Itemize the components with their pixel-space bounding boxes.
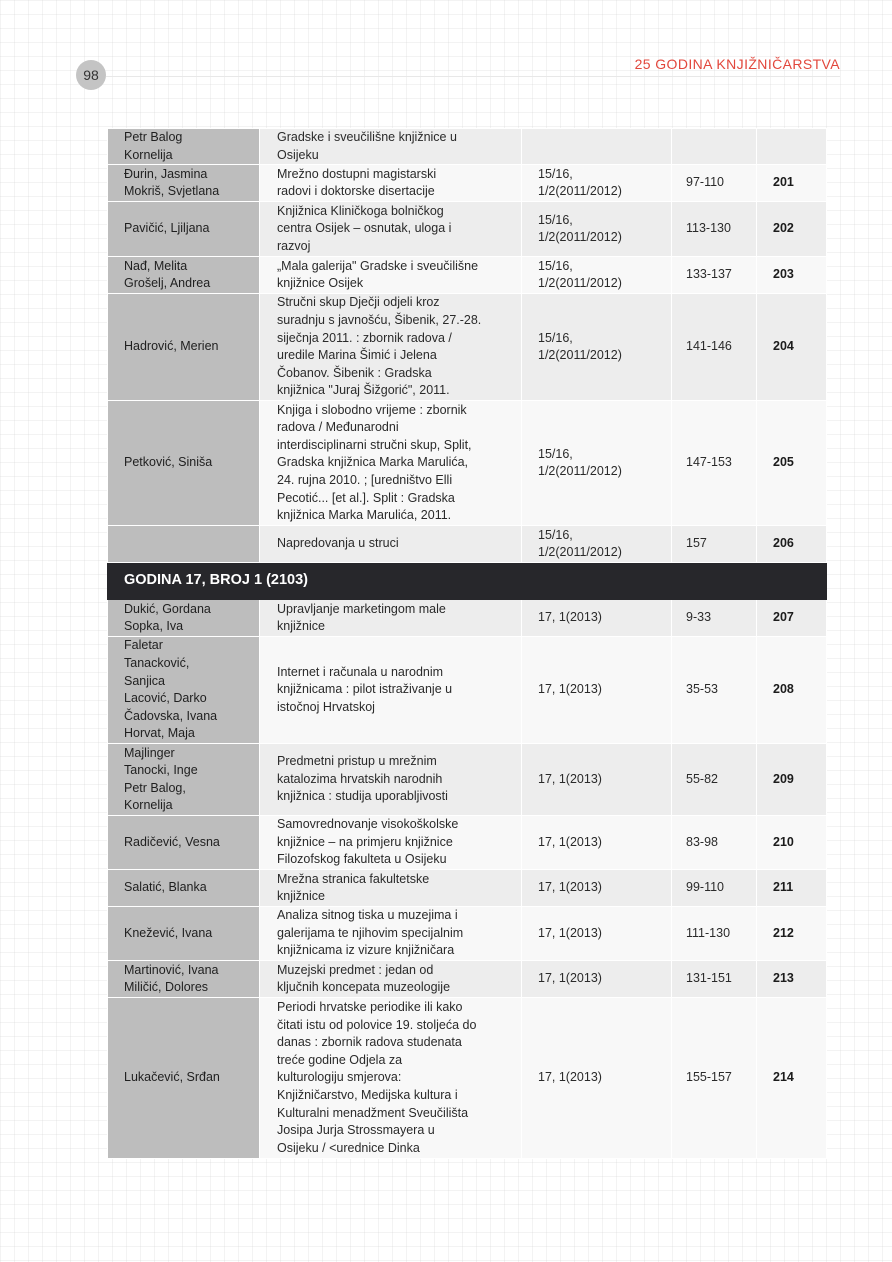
pages-cell: 83-98 [672,816,757,870]
author-cell: Hadrović, Merien [108,294,260,401]
table-row [108,816,827,870]
title-cell: Knjiga i slobodno vrijeme : zbornik radova / Međunarodni interdisciplinarni stručni skup, Split, Gradska knjižnica Marka Marulića, 24. rujna 2010. ; [uredništvo Elli Pecotić... [et al.]. Split : Gradska knjižnica Marka Marulića, 2011. [260,401,522,526]
pages-cell [672,129,757,165]
volume-cell: 17, 1(2013) [522,907,672,961]
table-row [108,294,827,401]
entry-number-cell: 213 [757,961,827,998]
title-cell: Internet i računala u narodnim knjižnicama : pilot istraživanje u istočnoj Hrvatskoj [260,637,522,744]
author-cell: Petković, Siniša [108,401,260,526]
title-cell: Stručni skup Dječji odjeli kroz suradnju s javnošću, Šibenik, 27.-28. siječnja 2011. : zbornik radova / uredile Marina Šimić i Jelena Čobanov. Šibenik : Gradska knjižnica "Juraj Šižgorić", 2011. [260,294,522,401]
volume-cell: 15/16, 1/2(2011/2012) [522,401,672,526]
volume-cell: 17, 1(2013) [522,870,672,907]
title-cell: Samovrednovanje visokoškolske knjižnice – na primjeru knjižnice Filozofskog fakulteta u Osijeku [260,816,522,870]
pages-cell: 35-53 [672,637,757,744]
pages-cell: 147-153 [672,401,757,526]
pages-cell: 131-151 [672,961,757,998]
section-heading-row [108,563,827,600]
author-cell: Pavičić, Ljiljana [108,202,260,257]
title-cell: Predmetni pristup u mrežnim katalozima hrvatskih narodnih knjižnica : studija uporabljivosti [260,744,522,816]
table-row [108,744,827,816]
title-cell: Knjižnica Kliničkoga bolničkog centra Osijek – osnutak, uloga i razvoj [260,202,522,257]
volume-cell: 15/16, 1/2(2011/2012) [522,202,672,257]
table-row [108,998,827,1159]
entry-number-cell: 205 [757,401,827,526]
pages-cell: 141-146 [672,294,757,401]
table-row [108,401,827,526]
volume-cell: 15/16, 1/2(2011/2012) [522,294,672,401]
table-row [108,202,827,257]
volume-cell: 15/16, 1/2(2011/2012) [522,165,672,202]
title-cell: Periodi hrvatske periodike ili kako čitati istu od polovice 19. stoljeća do danas : zbornik radova studenata treće godine Odjela za kulturologiju smjerova: Knjižničarstvo, Medijska kultura i Kulturalni menadžment Sveučilišta Josipa Jurja Strossmayera u Osijeku / <urednice Dinka [260,998,522,1159]
author-cell: Dukić, Gordana Sopka, Iva [108,600,260,637]
author-cell: Đurin, Jasmina Mokriš, Svjetlana [108,165,260,202]
table-row [108,129,827,165]
volume-cell: 17, 1(2013) [522,816,672,870]
entry-number-cell: 202 [757,202,827,257]
title-cell: Mrežna stranica fakultetske knjižnice [260,870,522,907]
entry-number-cell: 210 [757,816,827,870]
bibliography-table [107,128,827,1159]
volume-cell: 17, 1(2013) [522,961,672,998]
table-row [108,870,827,907]
title-cell: Mrežno dostupni magistarski radovi i doktorske disertacije [260,165,522,202]
author-cell: Salatić, Blanka [108,870,260,907]
entry-number-cell: 209 [757,744,827,816]
pages-cell: 155-157 [672,998,757,1159]
entry-number-cell: 207 [757,600,827,637]
volume-cell: 15/16, 1/2(2011/2012) [522,257,672,294]
entry-number-cell [757,129,827,165]
entry-number-cell: 201 [757,165,827,202]
volume-cell: 17, 1(2013) [522,998,672,1159]
table-row [108,257,827,294]
pages-cell: 157 [672,526,757,563]
title-cell: Gradske i sveučilišne knjižnice u Osijeku [260,129,522,165]
title-cell: Analiza sitnog tiska u muzejima i galerijama te njihovim specijalnim knjižnicama iz vizure knjižničara [260,907,522,961]
pages-cell: 113-130 [672,202,757,257]
entry-number-cell: 211 [757,870,827,907]
pages-cell: 133-137 [672,257,757,294]
author-cell: Radičević, Vesna [108,816,260,870]
entry-number-cell: 214 [757,998,827,1159]
table-row [108,961,827,998]
pages-cell: 99-110 [672,870,757,907]
entry-number-cell: 204 [757,294,827,401]
volume-cell [522,129,672,165]
table-row [108,637,827,744]
pages-cell: 9-33 [672,600,757,637]
table-body-volume-15-16 [108,129,827,563]
author-cell: Knežević, Ivana [108,907,260,961]
pages-cell: 97-110 [672,165,757,202]
title-cell: Upravljanje marketingom male knjižnice [260,600,522,637]
author-cell: Nađ, Melita Grošelj, Andrea [108,257,260,294]
volume-cell: 17, 1(2013) [522,637,672,744]
volume-cell: 17, 1(2013) [522,600,672,637]
author-cell: Majlinger Tanocki, Inge Petr Balog, Kornelija [108,744,260,816]
running-header-title: 25 GODINA KNJIŽNIČARSTVA [634,56,840,72]
table-row [108,907,827,961]
table-section [108,563,827,600]
title-cell: Muzejski predmet : jedan od ključnih koncepata muzeologije [260,961,522,998]
title-cell: „Mala galerija" Gradske i sveučilišne knjižnice Osijek [260,257,522,294]
table-body-volume-17 [108,600,827,1159]
author-cell: Petr Balog Kornelija [108,129,260,165]
table-row [108,526,827,563]
header-divider [106,76,840,77]
entry-number-cell: 208 [757,637,827,744]
volume-cell: 15/16, 1/2(2011/2012) [522,526,672,563]
pages-cell: 55-82 [672,744,757,816]
table-row [108,165,827,202]
page-number: 98 [76,60,106,90]
pages-cell: 111-130 [672,907,757,961]
author-cell [108,526,260,563]
author-cell: Martinović, Ivana Miličić, Dolores [108,961,260,998]
entry-number-cell: 203 [757,257,827,294]
volume-cell: 17, 1(2013) [522,744,672,816]
table-row [108,600,827,637]
entry-number-cell: 212 [757,907,827,961]
author-cell: Faletar Tanacković, Sanjica Lacović, Darko Čadovska, Ivana Horvat, Maja [108,637,260,744]
section-heading: GODINA 17, BROJ 1 (2103) [108,563,827,600]
entry-number-cell: 206 [757,526,827,563]
title-cell: Napredovanja u struci [260,526,522,563]
author-cell: Lukačević, Srđan [108,998,260,1159]
